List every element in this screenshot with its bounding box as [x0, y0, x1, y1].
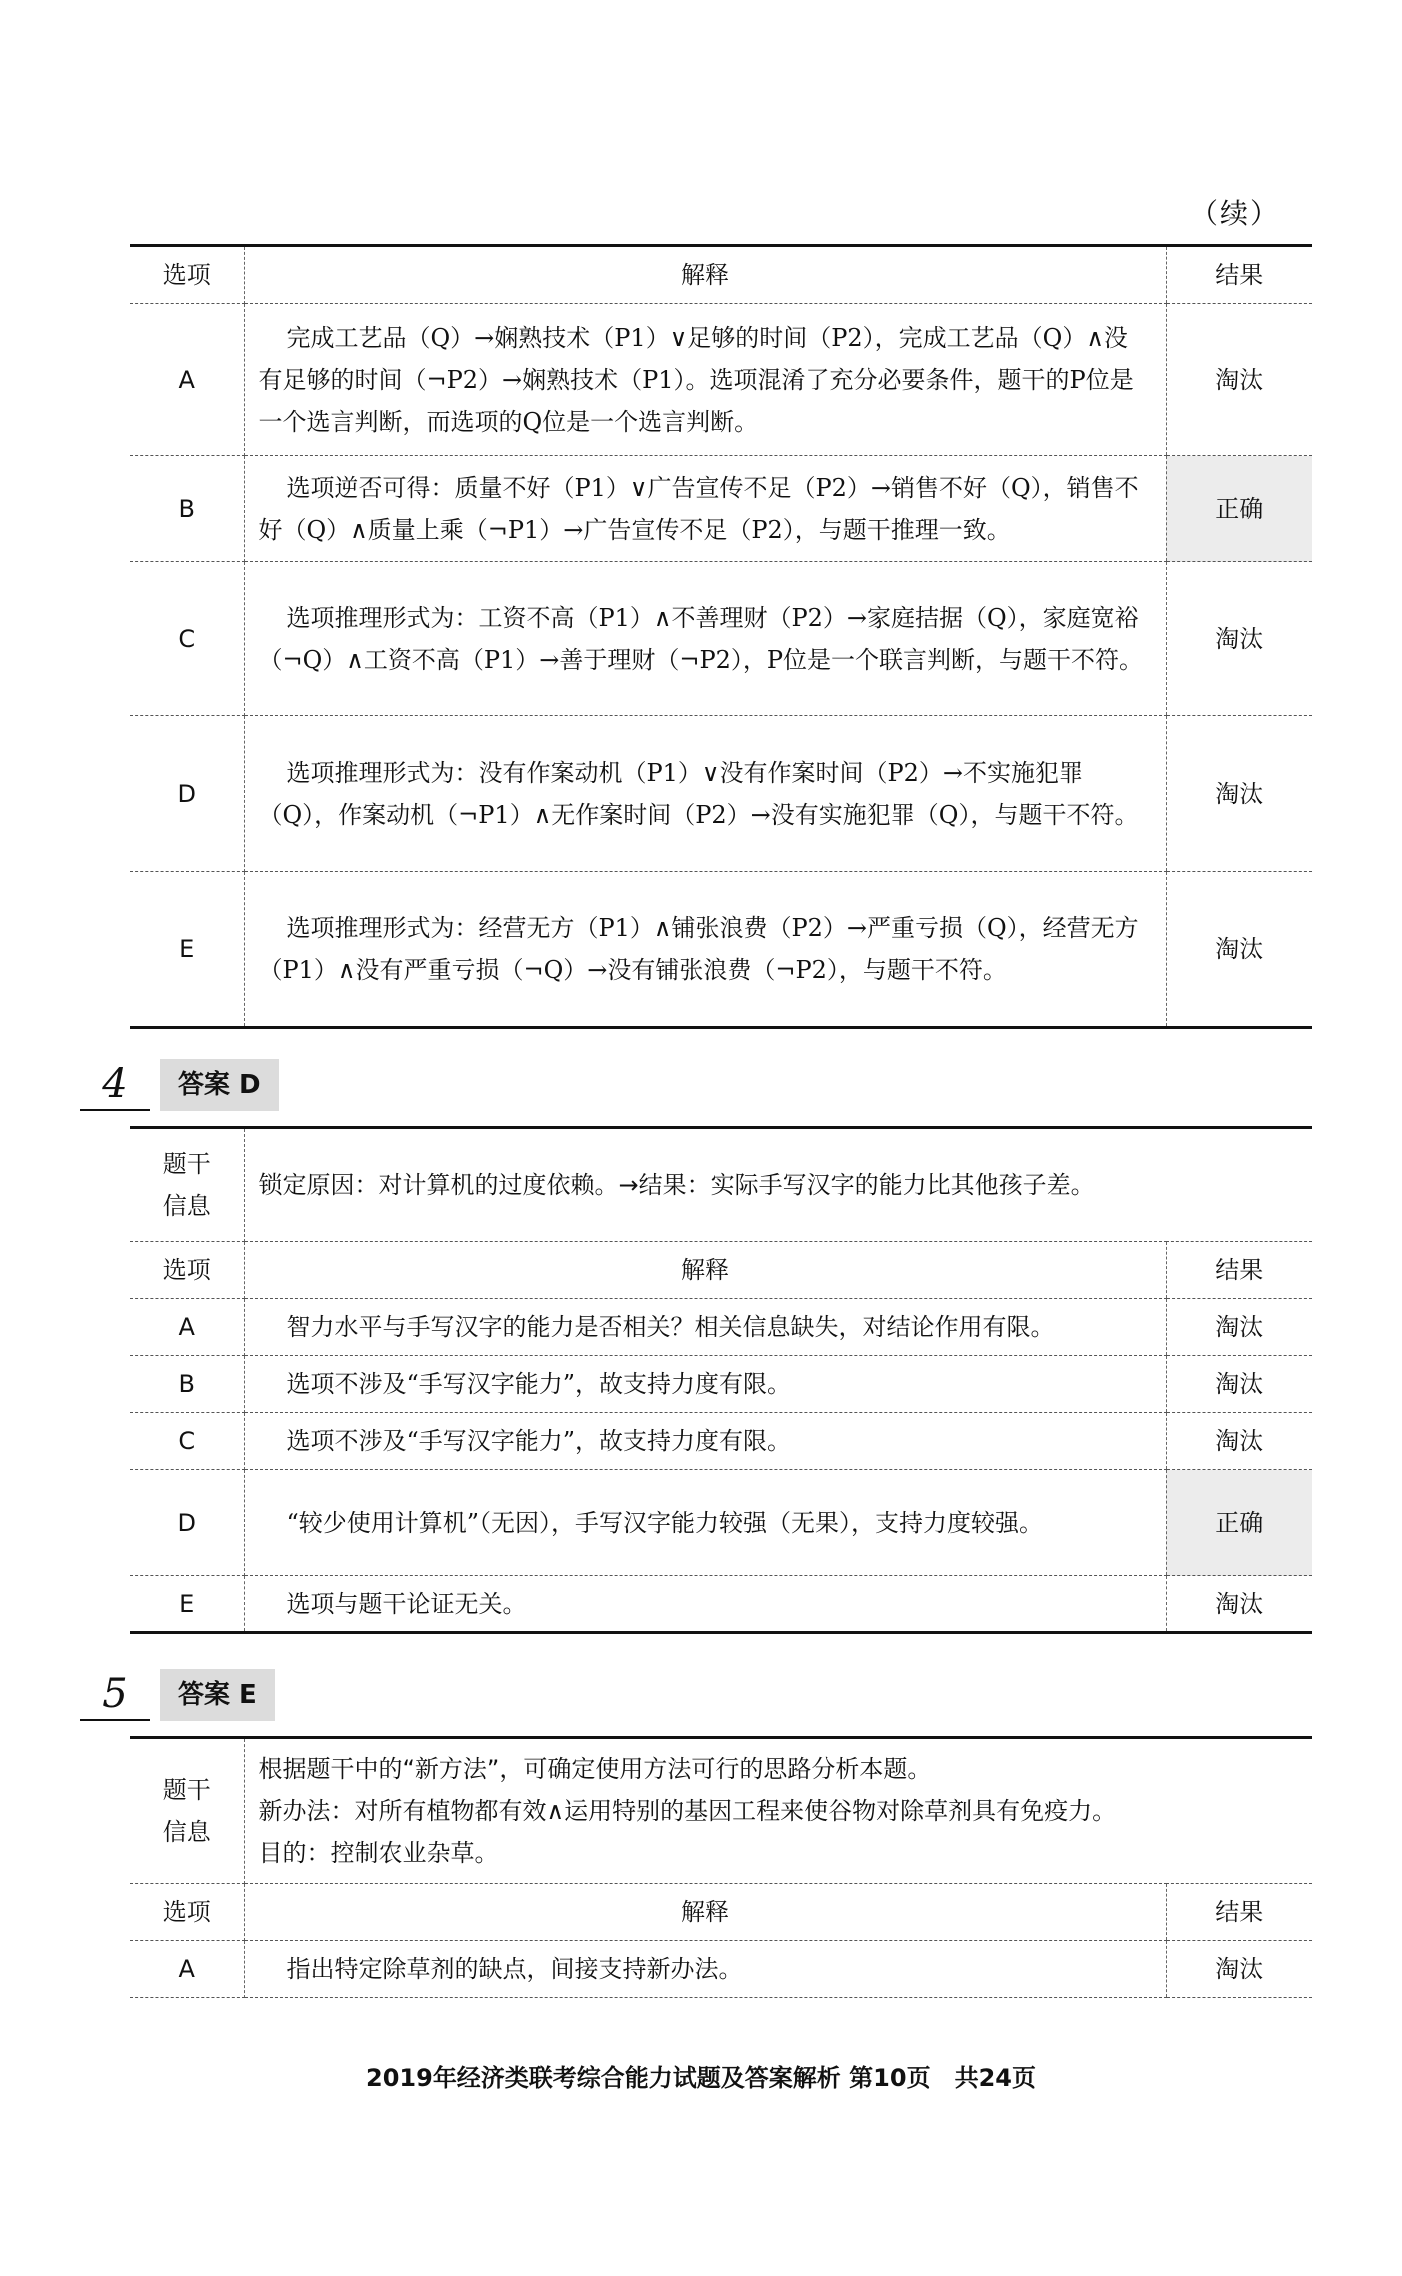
explanation-cell: [244, 716, 1166, 872]
header-result: 结果: [1166, 1242, 1312, 1299]
option-cell: C: [130, 1413, 244, 1470]
option-cell: B: [130, 1356, 244, 1413]
explanation-text: 选项与题干论证无关。: [286, 1589, 527, 1618]
stem-label-cell: [130, 1128, 244, 1242]
option-cell: B: [130, 456, 244, 562]
explanation-text: 选项逆否可得：质量不好（P1）∨广告宣传不足（P2）→销售不好（Q），销售不好（Q）∧质量上乘（¬P1）→广告宣传不足（P2），与题干推理一致。: [258, 473, 1139, 544]
explanation-cell: [244, 1413, 1166, 1470]
explanation-cell: [244, 456, 1166, 562]
explanation-cell: [244, 1576, 1166, 1633]
table-row: [130, 1299, 1312, 1356]
explanation-text: 选项不涉及“手写汉字能力”，故支持力度有限。: [286, 1370, 792, 1398]
table-header-row: [130, 246, 1312, 304]
explanation-cell: [244, 1299, 1166, 1356]
explanation-cell: [244, 872, 1166, 1028]
explanation-cell: [244, 1356, 1166, 1413]
analysis-table-q4: [130, 1126, 1312, 1634]
answer-label: 答案 D: [160, 1059, 279, 1111]
explanation-cell: [244, 562, 1166, 716]
question-number: 5: [80, 1669, 150, 1721]
option-cell: E: [130, 872, 244, 1028]
table-row: [130, 1470, 1312, 1576]
header-option: 选项: [130, 1242, 244, 1299]
header-explanation: 解释: [244, 1884, 1166, 1941]
table-row: [130, 1356, 1312, 1413]
option-cell: A: [130, 304, 244, 456]
stem-text-block: [244, 1738, 1312, 1884]
result-cell: 淘汰: [1166, 1356, 1312, 1413]
option-cell: E: [130, 1576, 244, 1633]
result-cell: 淘汰: [1166, 872, 1312, 1028]
continued-label: （续）: [1190, 197, 1281, 230]
table-row: [130, 1576, 1312, 1633]
explanation-text: 选项推理形式为：没有作案动机（P1）∨没有作案时间（P2）→不实施犯罪（Q），作案动机（¬P1）∧无作案时间（P2）→没有实施犯罪（Q），与题干不符。: [258, 758, 1139, 829]
header-option: 选项: [130, 246, 244, 304]
option-cell: D: [130, 1470, 244, 1576]
explanation-cell: [244, 304, 1166, 456]
stem-label-line: 信息: [162, 1192, 211, 1220]
option-cell: D: [130, 716, 244, 872]
stem-row: [130, 1128, 1312, 1242]
result-cell: 淘汰: [1166, 1941, 1312, 1998]
result-cell: 淘汰: [1166, 304, 1312, 456]
stem-text: 锁定原因：对计算机的过度依赖。→结果：实际手写汉字的能力比其他孩子差。: [244, 1128, 1312, 1242]
answer-heading-4: [80, 1058, 279, 1112]
result-cell: 淘汰: [1166, 1413, 1312, 1470]
answer-label: 答案 E: [160, 1669, 275, 1721]
stem-label-line: 题干: [162, 1776, 211, 1804]
table-row: [130, 872, 1312, 1028]
result-cell: 淘汰: [1166, 1576, 1312, 1633]
stem-line: 根据题干中的“新方法”，可确定使用方法可行的思路分析本题。: [258, 1755, 932, 1783]
result-cell: 淘汰: [1166, 1299, 1312, 1356]
header-explanation: 解释: [244, 246, 1166, 304]
question-number: 4: [80, 1059, 150, 1111]
explanation-text: “较少使用计算机”（无因），手写汉字能力较强（无果），支持力度较强。: [286, 1508, 1044, 1537]
table-row: [130, 1413, 1312, 1470]
analysis-table-continued: [130, 244, 1312, 1029]
result-cell-correct: 正确: [1166, 1470, 1312, 1576]
answer-heading-5: [80, 1668, 275, 1722]
stem-row: [130, 1738, 1312, 1884]
result-cell-correct: 正确: [1166, 456, 1312, 562]
table-row: [130, 456, 1312, 562]
explanation-text: 选项不涉及“手写汉字能力”，故支持力度有限。: [286, 1427, 792, 1455]
stem-line: 目的：控制农业杂草。: [258, 1839, 499, 1867]
explanation-text: 选项推理形式为：工资不高（P1）∧不善理财（P2）→家庭拮据（Q），家庭宽裕（¬Q）∧工资不高（P1）→善于理财（¬P2），P位是一个联言判断，与题干不符。: [258, 603, 1144, 674]
analysis-table-q5: [130, 1736, 1312, 1998]
table-header-row: [130, 1242, 1312, 1299]
header-result: 结果: [1166, 246, 1312, 304]
explanation-cell: [244, 1470, 1166, 1576]
page-footer: 2019年经济类联考综合能力试题及答案解析 第10页 共24页: [366, 2064, 1036, 2092]
stem-line: 新办法：对所有植物都有效∧运用特别的基因工程来使谷物对除草剂具有免疫力。: [258, 1797, 1117, 1825]
header-explanation: 解释: [244, 1242, 1166, 1299]
explanation-text: 指出特定除草剂的缺点，间接支持新办法。: [286, 1955, 743, 1983]
header-result: 结果: [1166, 1884, 1312, 1941]
explanation-cell: [244, 1941, 1166, 1998]
explanation-text: 完成工艺品（Q）→娴熟技术（P1）∨足够的时间（P2），完成工艺品（Q）∧没有足够的时间（¬P2）→娴熟技术（P1）。选项混淆了充分必要条件，题干的P位是一个选言判断，而选项的Q位是一个选言判断。: [258, 323, 1134, 436]
table-row: [130, 1941, 1312, 1998]
header-option: 选项: [130, 1884, 244, 1941]
stem-label-line: 信息: [162, 1818, 211, 1846]
explanation-text: 智力水平与手写汉字的能力是否相关？相关信息缺失，对结论作用有限。: [286, 1313, 1055, 1341]
explanation-text: 选项推理形式为：经营无方（P1）∧铺张浪费（P2）→严重亏损（Q），经营无方（P1）∧没有严重亏损（¬Q）→没有铺张浪费（¬P2），与题干不符。: [258, 914, 1139, 984]
option-cell: A: [130, 1941, 244, 1998]
table-row: [130, 716, 1312, 872]
table-row: [130, 304, 1312, 456]
option-cell: A: [130, 1299, 244, 1356]
result-cell: 淘汰: [1166, 716, 1312, 872]
result-cell: 淘汰: [1166, 562, 1312, 716]
table-header-row: [130, 1884, 1312, 1941]
stem-label-cell: [130, 1738, 244, 1884]
stem-label-line: 题干: [162, 1150, 211, 1178]
option-cell: C: [130, 562, 244, 716]
table-row: [130, 562, 1312, 716]
